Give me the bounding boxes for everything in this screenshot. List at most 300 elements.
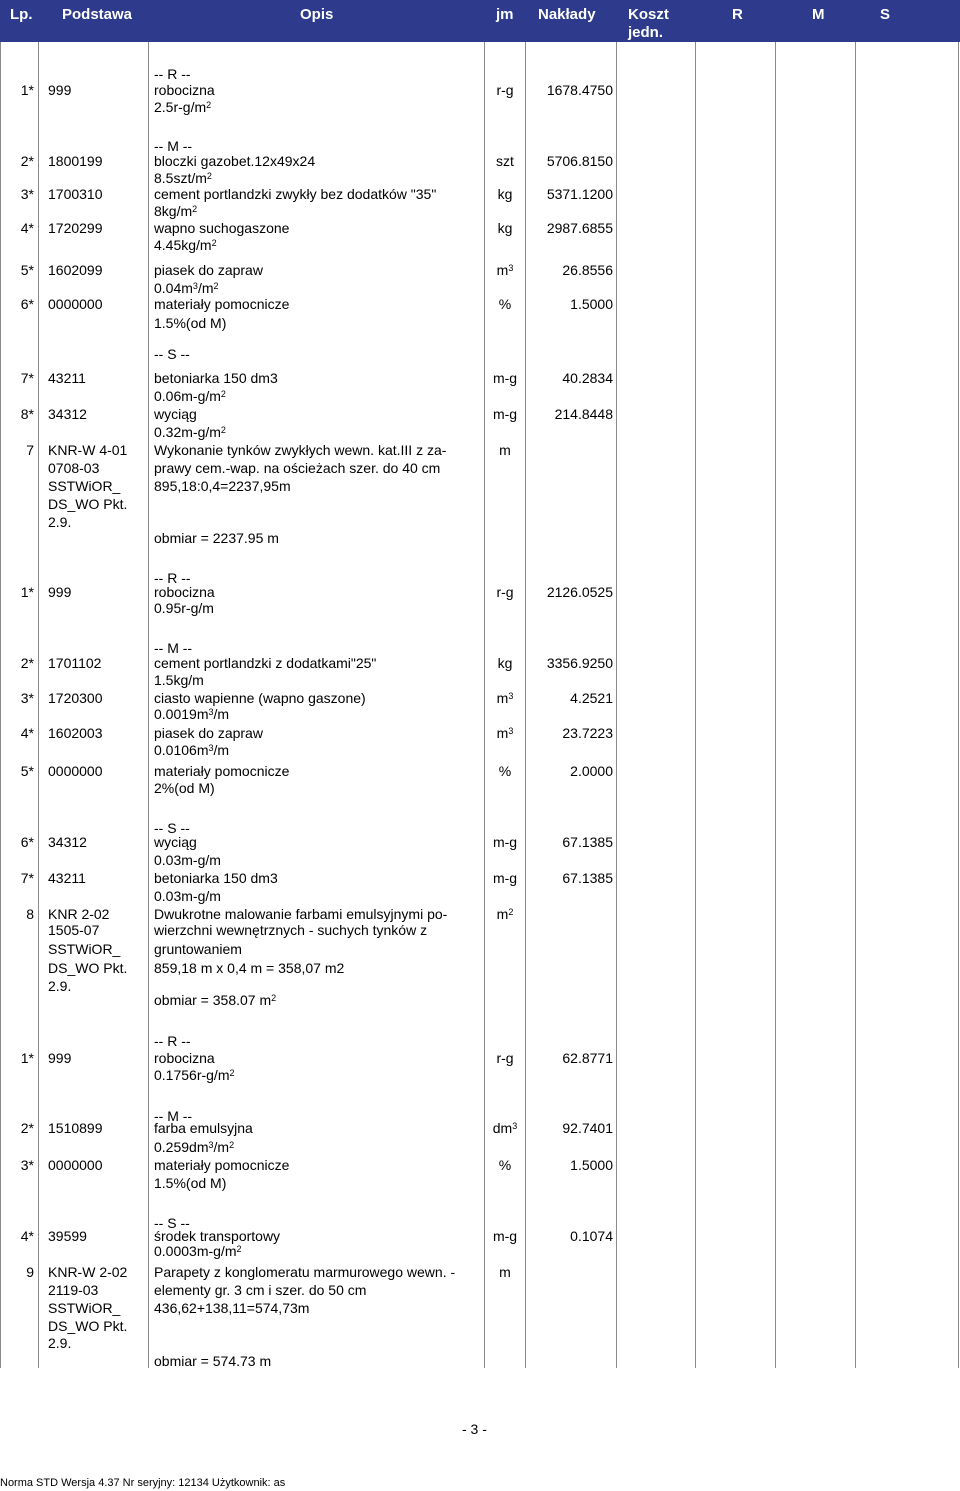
cell-text: 1602099 bbox=[48, 262, 103, 278]
cell-text: 0000000 bbox=[48, 763, 103, 779]
row-opis bbox=[154, 478, 291, 495]
row-opis bbox=[154, 1120, 253, 1137]
row-jm bbox=[486, 870, 524, 887]
cell-text: 4* bbox=[20, 220, 34, 236]
cell-text: 895,18:0,4=2237,95m bbox=[154, 478, 291, 494]
row-lp bbox=[2, 186, 34, 203]
cell-text: wyciąg bbox=[154, 406, 197, 422]
row-opis bbox=[154, 725, 263, 742]
cell-text: 2* bbox=[20, 1120, 34, 1136]
cell-text: /m bbox=[213, 706, 230, 722]
row-opis bbox=[154, 153, 315, 170]
column-divider bbox=[38, 42, 39, 1368]
cell-text: 7* bbox=[20, 870, 34, 886]
cell-text: materiały pomocnicze bbox=[154, 296, 290, 312]
cell-text: DS_WO Pkt. bbox=[48, 960, 128, 976]
cell-text: 0.95r-g/m bbox=[154, 600, 214, 616]
cell-text: 1720299 bbox=[48, 220, 103, 236]
row-lp bbox=[2, 834, 34, 851]
row-podstawa bbox=[48, 406, 87, 423]
cell-text: 2.9. bbox=[48, 978, 72, 994]
row-podstawa bbox=[48, 978, 71, 995]
row-opis bbox=[154, 99, 211, 116]
column-divider bbox=[0, 42, 1, 1368]
row-jm bbox=[486, 262, 524, 279]
row-podstawa bbox=[48, 496, 127, 513]
row-lp bbox=[2, 906, 34, 923]
row-podstawa bbox=[48, 1050, 71, 1067]
row-opis bbox=[154, 1300, 309, 1317]
row-lp bbox=[2, 406, 34, 423]
cell-text: SSTWiOR_ bbox=[48, 941, 121, 957]
row-podstawa bbox=[48, 870, 86, 887]
superscript: 2 bbox=[508, 907, 514, 917]
cell-text: 1* bbox=[20, 82, 34, 98]
cell-text: elementy gr. 3 cm i szer. do 50 cm bbox=[154, 1282, 367, 1298]
superscript: 2 bbox=[211, 238, 217, 248]
row-lp bbox=[2, 442, 34, 459]
row-opis bbox=[154, 1282, 366, 1299]
superscript: 3 bbox=[508, 263, 514, 273]
cell-text: 2.5r-g/m bbox=[154, 99, 207, 115]
cell-text: 2* bbox=[20, 655, 34, 671]
cell-text: cement portlandzki z dodatkami"25" bbox=[154, 655, 377, 671]
row-opis bbox=[154, 1050, 215, 1067]
row-opis bbox=[154, 706, 229, 723]
cell-text: 62.8771 bbox=[562, 1050, 613, 1066]
row-opis bbox=[154, 170, 212, 187]
cell-text: 2119-03 bbox=[48, 1282, 99, 1298]
row-opis bbox=[154, 460, 440, 477]
header-podstawa: Podstawa bbox=[62, 6, 133, 23]
cell-text: 6* bbox=[20, 834, 34, 850]
cell-text: m-g bbox=[492, 870, 518, 886]
cell-text: 3* bbox=[20, 1157, 34, 1173]
cell-text: 1720300 bbox=[48, 690, 103, 706]
row-jm bbox=[486, 725, 524, 742]
cell-text: 0.0003m-g/m bbox=[154, 1243, 237, 1259]
superscript: 2 bbox=[206, 171, 212, 181]
cell-text: KNR 2-02 bbox=[48, 906, 110, 922]
cell-text: 92.7401 bbox=[562, 1120, 613, 1136]
row-lp bbox=[2, 655, 34, 672]
cell-text: 0.259dm bbox=[154, 1139, 209, 1155]
row-jm bbox=[486, 186, 524, 203]
row-podstawa bbox=[48, 834, 87, 851]
row-podstawa bbox=[48, 690, 103, 707]
cell-text: obmiar = 358.07 m bbox=[154, 992, 272, 1008]
cell-text: robocizna bbox=[154, 584, 215, 600]
row-podstawa bbox=[48, 922, 99, 939]
cell-text: cement portlandzki zwykły bez dodatków "35" bbox=[154, 186, 437, 202]
cell-text: 3* bbox=[20, 690, 34, 706]
row-lp bbox=[2, 1264, 34, 1281]
row-podstawa bbox=[48, 1264, 127, 1281]
cell-text: 39599 bbox=[48, 1228, 87, 1244]
cell-text: środek transportowy bbox=[154, 1228, 281, 1244]
row-podstawa bbox=[48, 1157, 103, 1174]
header-m: M bbox=[812, 6, 825, 23]
cell-text: 43211 bbox=[48, 870, 86, 886]
column-divider bbox=[616, 42, 617, 1368]
superscript: 2 bbox=[236, 1244, 242, 1254]
cell-text: 1701102 bbox=[48, 655, 102, 671]
cell-text: m-g bbox=[492, 834, 518, 850]
cell-text: kg bbox=[497, 186, 513, 202]
cell-text: % bbox=[498, 296, 512, 312]
row-lp bbox=[2, 870, 34, 887]
cell-text: KNR-W 2-02 bbox=[48, 1264, 128, 1280]
row-jm bbox=[486, 1120, 524, 1137]
header-s: S bbox=[880, 6, 891, 23]
row-podstawa bbox=[48, 442, 127, 459]
cell-text: wierzchni wewnętrznych - suchych tynków z bbox=[154, 922, 428, 938]
cell-text: m bbox=[496, 690, 509, 706]
cell-text: 4* bbox=[20, 1228, 34, 1244]
superscript: 3 bbox=[508, 691, 514, 701]
row-opis bbox=[154, 1264, 455, 1281]
row-opis bbox=[154, 370, 278, 387]
cell-text: 436,62+138,11=574,73m bbox=[154, 1300, 310, 1316]
row-naklady bbox=[527, 1120, 613, 1137]
row-naklady bbox=[527, 370, 613, 387]
row-jm bbox=[486, 690, 524, 707]
row-jm bbox=[486, 1228, 524, 1245]
superscript: 2 bbox=[229, 1140, 235, 1150]
cell-text: SSTWiOR_ bbox=[48, 1300, 121, 1316]
cell-text: wapno suchogaszone bbox=[154, 220, 290, 236]
row-podstawa bbox=[48, 460, 99, 477]
cell-text: m bbox=[496, 725, 509, 741]
cell-text: 0.03m-g/m bbox=[154, 888, 221, 904]
row-jm bbox=[486, 906, 524, 923]
row-jm bbox=[486, 220, 524, 237]
cell-text: m bbox=[496, 262, 509, 278]
row-lp bbox=[2, 296, 34, 313]
row-opis bbox=[154, 388, 226, 405]
row-podstawa bbox=[48, 186, 103, 203]
row-lp bbox=[2, 1157, 34, 1174]
cell-text: % bbox=[498, 1157, 512, 1173]
cell-text: m bbox=[499, 1264, 511, 1280]
cell-text: 0.32m-g/m bbox=[154, 424, 221, 440]
row-opis bbox=[154, 1175, 226, 1192]
cell-text: 1505-07 bbox=[48, 922, 100, 938]
cell-text: -- M -- bbox=[154, 640, 193, 656]
cell-text: 1.5%(od M) bbox=[154, 315, 227, 331]
cell-text: 1800199 bbox=[48, 153, 103, 169]
cell-text: 6* bbox=[20, 296, 34, 312]
cell-text: robocizna bbox=[154, 1050, 215, 1066]
cell-text: 8* bbox=[20, 406, 34, 422]
row-lp bbox=[2, 763, 34, 780]
cell-text: 5371.1200 bbox=[546, 186, 613, 202]
superscript: 2 bbox=[213, 281, 219, 291]
cell-text: Wykonanie tynków zwykłych wewn. kat.III z za- bbox=[154, 442, 447, 458]
row-naklady bbox=[527, 690, 613, 707]
cell-text: 34312 bbox=[48, 834, 87, 850]
cell-text: farba emulsyjna bbox=[154, 1120, 253, 1136]
row-opis bbox=[154, 600, 214, 617]
row-jm bbox=[486, 834, 524, 851]
row-podstawa bbox=[48, 514, 71, 531]
cell-text: 0.04m bbox=[154, 280, 193, 296]
row-opis bbox=[154, 1033, 191, 1050]
row-podstawa bbox=[48, 82, 71, 99]
cell-text: 999 bbox=[48, 1050, 72, 1066]
row-opis bbox=[154, 780, 215, 797]
row-podstawa bbox=[48, 906, 109, 923]
cell-text: m-g bbox=[492, 406, 518, 422]
cell-text: 1510899 bbox=[48, 1120, 103, 1136]
cell-text: % bbox=[498, 763, 512, 779]
cell-text: 2.9. bbox=[48, 1335, 72, 1351]
row-opis bbox=[154, 1157, 289, 1174]
row-jm bbox=[486, 1050, 524, 1067]
cell-text: 7* bbox=[20, 370, 34, 386]
cell-text: robocizna bbox=[154, 82, 215, 98]
cell-text: Parapety z konglomeratu marmurowego wewn. - bbox=[154, 1264, 456, 1280]
cell-text: -- S -- bbox=[154, 1215, 190, 1231]
row-podstawa bbox=[48, 655, 101, 672]
row-jm bbox=[486, 1264, 524, 1281]
cell-text: obmiar = 2237.95 m bbox=[154, 530, 279, 546]
row-naklady bbox=[527, 220, 613, 237]
row-opis bbox=[154, 296, 289, 313]
row-opis bbox=[154, 655, 376, 672]
cell-text: -- R -- bbox=[154, 66, 191, 82]
cell-text: /m bbox=[213, 742, 230, 758]
cell-text: 2%(od M) bbox=[154, 780, 215, 796]
row-opis bbox=[154, 280, 219, 297]
row-naklady bbox=[527, 1050, 613, 1067]
row-opis bbox=[154, 237, 217, 254]
cell-text: kg bbox=[497, 220, 513, 236]
row-naklady bbox=[527, 82, 613, 99]
row-podstawa bbox=[48, 763, 103, 780]
cell-text: 67.1385 bbox=[562, 870, 613, 886]
superscript: 3 bbox=[508, 726, 514, 736]
cell-text: 9 bbox=[26, 1264, 34, 1280]
cell-text: 1.5kg/m bbox=[154, 672, 204, 688]
row-lp bbox=[2, 690, 34, 707]
row-podstawa bbox=[48, 1300, 120, 1317]
row-opis bbox=[154, 584, 215, 601]
row-jm bbox=[486, 1157, 524, 1174]
row-podstawa bbox=[48, 262, 103, 279]
cell-text: 1.5000 bbox=[570, 296, 613, 312]
cell-text: m-g bbox=[492, 1228, 518, 1244]
cell-text: m-g bbox=[492, 370, 518, 386]
row-lp bbox=[2, 1050, 34, 1067]
cell-text: prawy cem.-wap. na ościeżach szer. do 40 cm bbox=[154, 460, 441, 476]
row-naklady bbox=[527, 584, 613, 601]
cell-text: -- S -- bbox=[154, 820, 190, 836]
cell-text: Dwukrotne malowanie farbami emulsyjnymi po- bbox=[154, 906, 448, 922]
cell-text: 0.1756r-g/m bbox=[154, 1067, 230, 1083]
cell-text: piasek do zapraw bbox=[154, 262, 263, 278]
cell-text: SSTWiOR_ bbox=[48, 478, 121, 494]
cell-text: 34312 bbox=[48, 406, 87, 422]
cell-text: 8kg/m bbox=[154, 203, 193, 219]
cell-text: 1* bbox=[20, 1050, 34, 1066]
cell-text: wyciąg bbox=[154, 834, 197, 850]
cell-text: -- R -- bbox=[154, 1033, 191, 1049]
row-jm bbox=[486, 442, 524, 459]
row-lp bbox=[2, 370, 34, 387]
cell-text: 26.8556 bbox=[562, 262, 613, 278]
cell-text: r-g bbox=[496, 1050, 514, 1066]
row-opis bbox=[154, 960, 344, 977]
row-opis bbox=[154, 1139, 234, 1156]
row-jm bbox=[486, 763, 524, 780]
row-podstawa bbox=[48, 1228, 87, 1245]
cell-text: obmiar = 574.73 m bbox=[154, 1353, 272, 1369]
cell-text: materiały pomocnicze bbox=[154, 763, 290, 779]
cell-text: 67.1385 bbox=[562, 834, 613, 850]
column-divider bbox=[958, 42, 959, 1368]
row-opis bbox=[154, 922, 427, 939]
cell-text: 8.5szt/m bbox=[154, 170, 207, 186]
row-podstawa bbox=[48, 1318, 127, 1335]
column-divider bbox=[695, 42, 696, 1368]
cell-text: /m bbox=[197, 280, 214, 296]
cell-text: 7 bbox=[26, 442, 34, 458]
superscript: 2 bbox=[220, 389, 226, 399]
row-jm bbox=[486, 82, 524, 99]
cell-text: 5* bbox=[20, 262, 34, 278]
row-podstawa bbox=[48, 478, 120, 495]
cell-text: kg bbox=[497, 655, 513, 671]
header-koszt: Koszt bbox=[628, 6, 669, 23]
row-jm bbox=[486, 370, 524, 387]
cell-text: -- M -- bbox=[154, 138, 193, 154]
row-podstawa bbox=[48, 960, 127, 977]
row-naklady bbox=[527, 406, 613, 423]
cell-text: DS_WO Pkt. bbox=[48, 496, 128, 512]
header-opis: Opis bbox=[300, 6, 334, 23]
cell-text: 999 bbox=[48, 584, 72, 600]
row-opis bbox=[154, 870, 278, 887]
row-naklady bbox=[527, 186, 613, 203]
cell-text: 1678.4750 bbox=[546, 82, 613, 98]
cell-text: 0708-03 bbox=[48, 460, 100, 476]
page-number: - 3 - bbox=[462, 1421, 487, 1437]
cell-text: -- R -- bbox=[154, 570, 191, 586]
cell-text: 3* bbox=[20, 186, 34, 202]
superscript: 2 bbox=[206, 100, 212, 110]
superscript: 3 bbox=[208, 707, 214, 717]
cell-text: DS_WO Pkt. bbox=[48, 1318, 128, 1334]
row-podstawa bbox=[48, 725, 103, 742]
row-jm bbox=[486, 296, 524, 313]
row-naklady bbox=[527, 153, 613, 170]
column-divider bbox=[148, 42, 149, 1368]
cell-text: 2987.6855 bbox=[546, 220, 613, 236]
row-opis bbox=[154, 262, 263, 279]
cell-text: 2.0000 bbox=[570, 763, 613, 779]
cell-text: 859,18 m x 0,4 m = 358,07 m2 bbox=[154, 960, 345, 976]
row-jm bbox=[486, 406, 524, 423]
cell-text: m bbox=[499, 442, 511, 458]
header-koszt-jedn: jedn. bbox=[628, 24, 664, 41]
header-lp: Lp. bbox=[10, 6, 33, 23]
superscript: 2 bbox=[229, 1068, 235, 1078]
row-opis bbox=[154, 992, 276, 1009]
superscript: 3 bbox=[208, 743, 214, 753]
cell-text: 4.45kg/m bbox=[154, 237, 212, 253]
header-naklady: Nakłady bbox=[538, 6, 596, 23]
cell-text: 1.5000 bbox=[570, 1157, 613, 1173]
column-divider bbox=[525, 42, 526, 1368]
cell-text: 0.1074 bbox=[570, 1228, 613, 1244]
cell-text: r-g bbox=[496, 584, 514, 600]
row-naklady bbox=[527, 655, 613, 672]
row-podstawa bbox=[48, 584, 71, 601]
row-lp bbox=[2, 82, 34, 99]
row-podstawa bbox=[48, 1335, 71, 1352]
header-jm: jm bbox=[496, 6, 514, 23]
column-divider bbox=[484, 42, 485, 1368]
superscript: 3 bbox=[192, 281, 198, 291]
superscript: 2 bbox=[271, 993, 277, 1003]
cell-text: 5706.8150 bbox=[546, 153, 613, 169]
cell-text: 1.5%(od M) bbox=[154, 1175, 227, 1191]
row-opis bbox=[154, 186, 436, 203]
row-naklady bbox=[527, 870, 613, 887]
row-naklady bbox=[527, 834, 613, 851]
row-opis bbox=[154, 530, 279, 547]
superscript: 3 bbox=[512, 1121, 518, 1131]
row-lp bbox=[2, 725, 34, 742]
row-lp bbox=[2, 584, 34, 601]
row-naklady bbox=[527, 763, 613, 780]
cell-text: gruntowaniem bbox=[154, 941, 242, 957]
cell-text: KNR-W 4-01 bbox=[48, 442, 128, 458]
row-opis bbox=[154, 834, 197, 851]
column-divider bbox=[775, 42, 776, 1368]
footer-text: Norma STD Wersja 4.37 Nr seryjny: 12134 Użytkownik: as bbox=[0, 1477, 286, 1489]
cell-text: 40.2834 bbox=[562, 370, 613, 386]
superscript: 2 bbox=[220, 425, 226, 435]
column-divider bbox=[855, 42, 856, 1368]
cell-text: 2126.0525 bbox=[546, 584, 613, 600]
cell-text: bloczki gazobet.12x49x24 bbox=[154, 153, 316, 169]
row-opis bbox=[154, 941, 242, 958]
cell-text: piasek do zapraw bbox=[154, 725, 263, 741]
row-opis bbox=[154, 852, 221, 869]
cell-text: betoniarka 150 dm3 bbox=[154, 870, 278, 886]
row-naklady bbox=[527, 1157, 613, 1174]
row-lp bbox=[2, 1120, 34, 1137]
cell-text: materiały pomocnicze bbox=[154, 1157, 290, 1173]
cell-text: 0000000 bbox=[48, 1157, 103, 1173]
header-r: R bbox=[732, 6, 743, 23]
row-naklady bbox=[527, 1228, 613, 1245]
cell-text: 0.0106m bbox=[154, 742, 209, 758]
cell-text: 3356.9250 bbox=[546, 655, 613, 671]
cell-text: szt bbox=[496, 153, 514, 169]
cell-text: -- M -- bbox=[154, 1108, 193, 1124]
cell-text: ciasto wapienne (wapno gaszone) bbox=[154, 690, 366, 706]
row-opis bbox=[154, 672, 204, 689]
row-podstawa bbox=[48, 220, 103, 237]
superscript: 2 bbox=[192, 204, 198, 214]
superscript: 3 bbox=[208, 1140, 214, 1150]
row-opis bbox=[154, 82, 215, 99]
row-podstawa bbox=[48, 153, 103, 170]
cell-text: 43211 bbox=[48, 370, 86, 386]
